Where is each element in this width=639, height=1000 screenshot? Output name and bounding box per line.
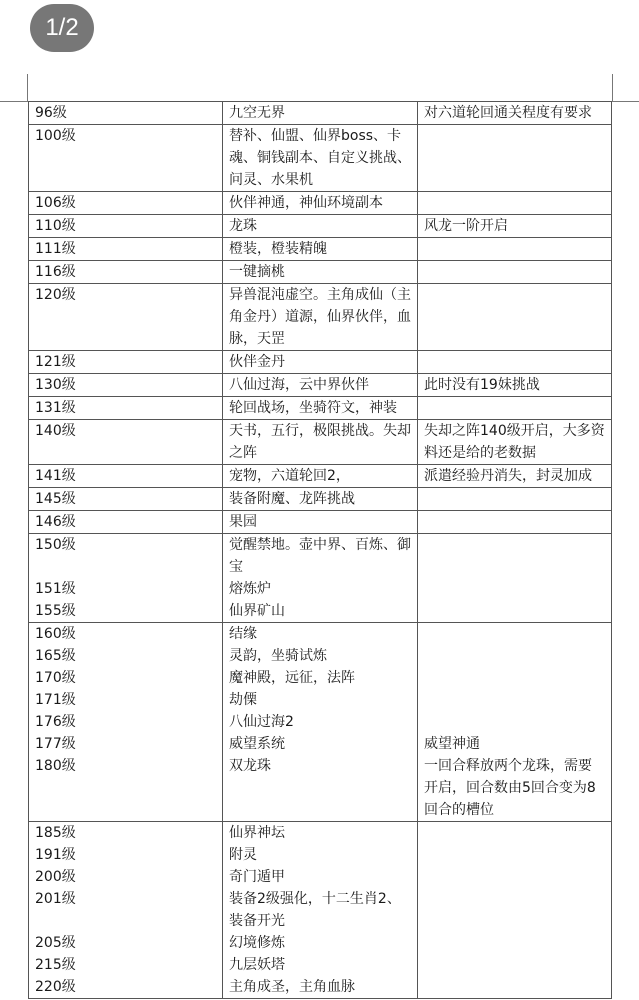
margin-guide-right-horizontal xyxy=(612,101,639,102)
table-row xyxy=(29,397,612,420)
notes-cell xyxy=(418,511,612,534)
level-cell: 120级 xyxy=(29,284,223,351)
features-cell: 仙界神坛 附灵 奇门遁甲 装备2级强化，十二生肖2、装备开光 幻境修炼 九层妖塔 主角成圣，主角血脉 xyxy=(223,822,418,999)
margin-guide-right-vertical xyxy=(612,74,613,102)
features-cell: 龙珠 xyxy=(223,215,418,238)
notes-cell xyxy=(418,822,612,999)
level-unlock-table xyxy=(28,101,612,999)
level-cell: 121级 xyxy=(29,351,223,374)
table-row xyxy=(29,534,612,623)
features-cell: 天书，五行，极限挑战。失却之阵 xyxy=(223,420,418,465)
notes-cell: 失却之阵140级开启，大多资料还是给的老数据 xyxy=(418,420,612,465)
level-cell: 140级 xyxy=(29,420,223,465)
table-row xyxy=(29,822,612,999)
level-cell: 131级 xyxy=(29,397,223,420)
features-cell: 轮回战场，坐骑符文，神装 xyxy=(223,397,418,420)
table-row xyxy=(29,215,612,238)
level-cell: 145级 xyxy=(29,488,223,511)
notes-cell xyxy=(418,125,612,192)
table-row xyxy=(29,511,612,534)
features-cell: 异兽混沌虚空。主角成仙（主角金丹）道源，仙界伙伴，血脉，天罡 xyxy=(223,284,418,351)
features-cell: 八仙过海，云中界伙伴 xyxy=(223,374,418,397)
level-cell: 130级 xyxy=(29,374,223,397)
notes-cell: 此时没有19妹挑战 xyxy=(418,374,612,397)
page-indicator-badge: 1/2 xyxy=(30,4,94,52)
notes-cell xyxy=(418,397,612,420)
level-cell: 106级 xyxy=(29,192,223,215)
notes-cell xyxy=(418,488,612,511)
features-cell: 装备附魔、龙阵挑战 xyxy=(223,488,418,511)
margin-guide-left-vertical xyxy=(27,74,28,102)
notes-cell xyxy=(418,238,612,261)
table-row xyxy=(29,623,612,822)
level-cell: 146级 xyxy=(29,511,223,534)
features-cell: 一键摘桃 xyxy=(223,261,418,284)
level-cell: 185级 191级 200级 201级 205级 215级 220级 xyxy=(29,822,223,999)
features-cell: 九空无界 xyxy=(223,102,418,125)
notes-cell xyxy=(418,261,612,284)
level-cell: 116级 xyxy=(29,261,223,284)
table-row xyxy=(29,284,612,351)
features-cell: 橙装，橙装精魄 xyxy=(223,238,418,261)
table-row xyxy=(29,488,612,511)
table-row xyxy=(29,261,612,284)
notes-cell: 派遣经验丹消失，封灵加成 xyxy=(418,465,612,488)
margin-guide-left-horizontal xyxy=(0,101,28,102)
features-cell: 替补、仙盟、仙界boss、卡魂、铜钱副本、自定义挑战、问灵、水果机 xyxy=(223,125,418,192)
level-cell: 160级 165级 170级 171级 176级 177级 180级 xyxy=(29,623,223,822)
level-cell: 100级 xyxy=(29,125,223,192)
table-row xyxy=(29,125,612,192)
notes-cell xyxy=(418,284,612,351)
features-cell: 觉醒禁地。壶中界、百炼、御宝 熔炼炉 仙界矿山 xyxy=(223,534,418,623)
notes-cell: 风龙一阶开启 xyxy=(418,215,612,238)
notes-cell xyxy=(418,192,612,215)
notes-cell: 对六道轮回通关程度有要求 xyxy=(418,102,612,125)
table-row xyxy=(29,374,612,397)
level-cell: 111级 xyxy=(29,238,223,261)
level-cell: 96级 xyxy=(29,102,223,125)
level-cell: 150级 151级 155级 xyxy=(29,534,223,623)
notes-cell xyxy=(418,534,612,623)
table-row xyxy=(29,102,612,125)
features-cell: 结缘 灵韵，坐骑试炼 魔神殿，远征，法阵 劫傈 八仙过海2 威望系统 双龙珠 xyxy=(223,623,418,822)
table-row xyxy=(29,192,612,215)
level-cell: 110级 xyxy=(29,215,223,238)
table-row xyxy=(29,465,612,488)
notes-cell: 威望神通 一回合释放两个龙珠，需要开启，回合数由5回合变为8回合的槽位 xyxy=(418,623,612,822)
features-cell: 伙伴金丹 xyxy=(223,351,418,374)
features-cell: 宠物，六道轮回2， xyxy=(223,465,418,488)
table-row xyxy=(29,351,612,374)
features-cell: 伙伴神通，神仙环境副本 xyxy=(223,192,418,215)
level-cell: 141级 xyxy=(29,465,223,488)
table-row xyxy=(29,420,612,465)
features-cell: 果园 xyxy=(223,511,418,534)
table-row xyxy=(29,238,612,261)
notes-cell xyxy=(418,351,612,374)
